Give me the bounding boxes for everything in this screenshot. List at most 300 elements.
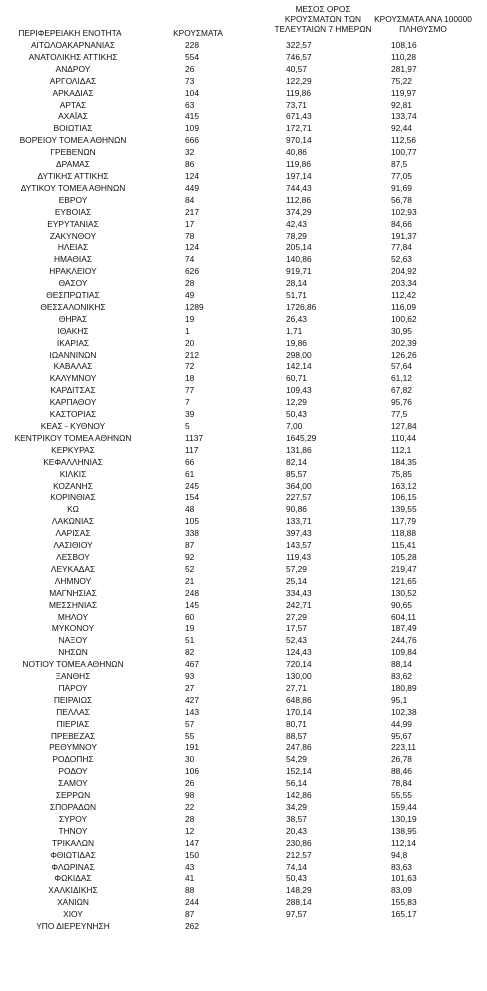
cases-cell: 26	[185, 63, 195, 74]
table-row	[0, 242, 487, 254]
table-row	[0, 76, 487, 88]
region-cell: ΑΙΤΩΛΟΑΚΑΡΝΑΝΙΑΣ	[30, 40, 116, 50]
region-cell: ΠΕΙΡΑΙΩΣ	[53, 694, 93, 705]
per100k-cell: 130,19	[391, 813, 417, 824]
cases-cell: 145	[185, 599, 199, 610]
avg7-cell: 148,29	[286, 885, 312, 896]
per100k-cell: 119,97	[391, 87, 416, 98]
table-row	[0, 397, 487, 409]
cases-cell: 86	[185, 159, 195, 170]
region-cell: ΑΡΤΑΣ	[59, 99, 87, 110]
cases-cell: 1	[185, 325, 190, 336]
region-cell: ΜΗΛΟΥ	[57, 611, 89, 622]
avg7-cell: 90,86	[286, 504, 307, 515]
table-row	[0, 885, 487, 897]
avg7-cell: 1,71	[286, 325, 303, 336]
per100k-cell: 244,76	[391, 635, 417, 646]
avg7-cell: 27,29	[286, 611, 307, 622]
avg7-cell: 56,14	[286, 778, 307, 789]
per100k-cell: 56,78	[391, 194, 412, 205]
cases-cell: 191	[185, 742, 199, 753]
per100k-cell: 88,14	[391, 659, 412, 670]
region-cell: ΠΑΡΟΥ	[58, 682, 88, 693]
table-row	[0, 385, 487, 397]
avg7-cell: 142,86	[286, 790, 312, 801]
per100k-cell: 604,11	[391, 611, 416, 622]
table-row	[0, 64, 487, 76]
per100k-cell: 77,5	[391, 409, 408, 420]
region-cell: ΠΙΕΡΙΑΣ	[56, 718, 90, 729]
avg7-cell: 744,43	[286, 182, 312, 193]
table-row	[0, 873, 487, 885]
table-row	[0, 147, 487, 159]
per100k-cell: 91,69	[391, 182, 412, 193]
per100k-cell: 78,84	[391, 778, 412, 789]
region-cell: ΘΕΣΠΡΩΤΙΑΣ	[46, 290, 100, 301]
cases-cell: 63	[185, 99, 195, 110]
per100k-cell: 92,44	[391, 123, 412, 134]
table-row	[0, 326, 487, 338]
per100k-cell: 204,92	[391, 266, 417, 277]
region-cell: ΛΗΜΝΟΥ	[54, 575, 92, 586]
table-row	[0, 850, 487, 862]
cases-cell: 77	[185, 385, 195, 396]
per100k-cell: 110,28	[391, 51, 416, 62]
avg7-cell: 19,86	[286, 337, 307, 348]
cases-cell: 338	[185, 528, 199, 539]
region-cell: ΓΡΕΒΕΝΩΝ	[50, 147, 96, 158]
region-cell: ΚΑΛΥΜΝΟΥ	[49, 373, 97, 384]
per100k-cell: 83,62	[391, 671, 412, 682]
region-cell: ΔΡΑΜΑΣ	[56, 159, 90, 170]
avg7-cell: 334,43	[286, 587, 312, 598]
cases-cell: 49	[185, 290, 195, 301]
table-row	[0, 88, 487, 100]
per100k-cell: 55,55	[391, 790, 412, 801]
avg7-cell: 12,29	[286, 397, 307, 408]
per100k-cell: 139,55	[391, 504, 417, 515]
table-header	[0, 4, 487, 40]
per100k-cell: 112,1	[391, 444, 412, 455]
cases-cell: 52	[185, 563, 195, 574]
per100k-cell: 100,77	[391, 147, 417, 158]
cases-cell: 248	[185, 587, 199, 598]
per100k-cell: 108,16	[391, 40, 417, 50]
region-cell: ΝΗΣΩΝ	[58, 647, 88, 658]
region-cell: ΚΙΛΚΙΣ	[59, 468, 87, 479]
table-row	[0, 921, 487, 933]
table-row	[0, 290, 487, 302]
table-row	[0, 433, 487, 445]
cases-cell: 666	[185, 135, 199, 146]
per100k-cell: 95,67	[391, 730, 412, 741]
avg7-cell: 34,29	[286, 802, 307, 812]
table-row	[0, 373, 487, 385]
per100k-cell: 165,17	[391, 909, 417, 920]
table-row	[0, 814, 487, 826]
region-cell: ΡΟΔΟΥ	[58, 766, 88, 777]
table-row	[0, 540, 487, 552]
per100k-cell: 187,49	[391, 623, 417, 634]
region-cell: ΔΥΤΙΚΟΥ ΤΟΜΕΑ ΑΘΗΝΩΝ	[20, 182, 126, 193]
per100k-cell: 75,85	[391, 468, 412, 479]
region-cell: ΣΑΜΟΥ	[58, 778, 88, 789]
table-row	[0, 100, 487, 112]
avg7-cell: 212,57	[286, 849, 312, 860]
avg7-cell: 124,43	[286, 647, 312, 658]
region-cell: ΝΑΞΟΥ	[58, 635, 88, 646]
region-cell: ΡΕΘΥΜΝΟΥ	[49, 742, 97, 753]
cases-cell: 27	[185, 682, 195, 693]
cases-cell: 98	[185, 790, 195, 801]
cases-cell: 87	[185, 540, 195, 551]
table-row	[0, 159, 487, 171]
table-row	[0, 897, 487, 909]
cases-cell: 212	[185, 349, 199, 360]
table-row	[0, 278, 487, 290]
per100k-cell: 223,11	[391, 742, 416, 753]
avg7-cell: 1645,29	[286, 432, 317, 443]
per100k-cell: 281,97	[391, 63, 417, 74]
cases-cell: 41	[185, 873, 195, 884]
region-cell: ΗΜΑΘΙΑΣ	[53, 254, 93, 265]
avg7-cell: 919,71	[286, 266, 312, 277]
avg7-cell: 7,00	[286, 421, 303, 431]
avg7-cell: 374,29	[286, 206, 312, 217]
per100k-cell: 92,81	[391, 99, 412, 110]
per100k-cell: 75,22	[391, 75, 412, 86]
avg7-cell: 227,57	[286, 492, 312, 503]
avg7-cell: 242,71	[286, 599, 312, 610]
table-row	[0, 469, 487, 481]
avg7-cell: 172,71	[286, 123, 312, 134]
per100k-cell: 118,88	[391, 528, 416, 539]
cases-cell: 262	[185, 921, 199, 932]
table-row	[0, 361, 487, 373]
cases-cell: 217	[185, 206, 199, 217]
avg7-cell: 746,57	[286, 51, 312, 62]
per100k-cell: 30,95	[391, 325, 412, 336]
table-row	[0, 302, 487, 314]
per100k-cell: 163,12	[391, 480, 417, 491]
cases-cell: 228	[185, 40, 199, 50]
cases-cell: 28	[185, 278, 195, 289]
cases-cell: 60	[185, 611, 195, 622]
region-cell: ΚΩ	[67, 504, 79, 515]
cases-cell: 150	[185, 849, 199, 860]
cases-cell: 57	[185, 718, 195, 729]
avg7-cell: 140,86	[286, 254, 312, 265]
table-row	[0, 338, 487, 350]
region-cell: ΚΕΝΤΡΙΚΟΥ ΤΟΜΕΑ ΑΘΗΝΩΝ	[14, 432, 132, 443]
table-row	[0, 40, 487, 52]
region-cell: ΚΕΑΣ - ΚΥΘΝΟΥ	[40, 421, 106, 431]
table-row	[0, 195, 487, 207]
region-cell: ΧΑΝΙΩΝ	[57, 897, 89, 908]
region-cell: ΚΟΖΑΝΗΣ	[53, 480, 93, 491]
per100k-cell: 88,46	[391, 766, 412, 777]
table-row	[0, 111, 487, 123]
avg7-cell: 397,43	[286, 528, 312, 539]
cases-cell: 245	[185, 480, 199, 491]
per100k-cell: 87,5	[391, 159, 408, 170]
per100k-cell: 52,63	[391, 254, 412, 265]
per100k-cell: 130,52	[391, 587, 417, 598]
cases-cell: 467	[185, 659, 199, 670]
region-cell: ΛΕΥΚΑΔΑΣ	[50, 563, 96, 574]
cases-cell: 28	[185, 813, 195, 824]
table-row	[0, 123, 487, 135]
table-row	[0, 171, 487, 183]
region-cell: ΑΝΔΡΟΥ	[55, 63, 91, 74]
region-cell: ΘΕΣΣΑΛΟΝΙΚΗΣ	[40, 301, 106, 312]
region-cell: ΛΑΚΩΝΙΑΣ	[51, 516, 95, 527]
per100k-cell: 102,93	[391, 206, 417, 217]
table-row	[0, 838, 487, 850]
region-cell: ΑΡΓΟΛΙΔΑΣ	[49, 75, 97, 86]
avg7-cell: 142,14	[286, 361, 312, 372]
avg7-cell: 1726,86	[286, 301, 317, 312]
avg7-cell: 25,14	[286, 575, 307, 586]
per100k-cell: 109,84	[391, 647, 417, 658]
cases-cell: 19	[185, 623, 195, 634]
avg7-cell: 170,14	[286, 706, 312, 717]
region-cell: ΡΟΔΟΠΗΣ	[52, 754, 94, 765]
table-row	[0, 612, 487, 624]
avg7-cell: 133,71	[286, 516, 312, 527]
table-row	[0, 576, 487, 588]
cases-cell: 19	[185, 313, 195, 324]
region-cell: ΚΟΡΙΝΘΙΑΣ	[50, 492, 96, 503]
per100k-cell: 112,56	[391, 135, 416, 146]
cases-cell: 104	[185, 87, 199, 98]
avg7-cell: 85,57	[286, 468, 307, 479]
table-row	[0, 457, 487, 469]
cases-cell: 124	[185, 170, 199, 181]
avg7-cell: 109,43	[286, 385, 312, 396]
cases-cell: 48	[185, 504, 195, 515]
region-cell: ΛΕΣΒΟΥ	[56, 551, 90, 562]
per100k-cell: 126,26	[391, 349, 417, 360]
cases-cell: 88	[185, 885, 195, 896]
avg7-cell: 17,57	[286, 623, 307, 634]
table-row	[0, 790, 487, 802]
per100k-cell: 67,82	[391, 385, 412, 396]
cases-cell: 449	[185, 182, 199, 193]
cases-cell: 82	[185, 647, 195, 658]
table-row	[0, 421, 487, 433]
cases-cell: 5	[185, 421, 190, 431]
per100k-cell: 77,05	[391, 170, 412, 181]
region-cell: ΧΑΛΚΙΔΙΚΗΣ	[48, 885, 98, 896]
per100k-cell: 202,39	[391, 337, 417, 348]
per100k-cell: 77,84	[391, 242, 412, 253]
table-row	[0, 183, 487, 195]
region-cell: ΤΗΝΟΥ	[58, 825, 88, 836]
per100k-cell: 110,44	[391, 432, 416, 443]
region-cell: ΦΘΙΩΤΙΔΑΣ	[50, 849, 96, 860]
avg7-cell: 60,71	[286, 373, 307, 384]
avg7-cell: 51,71	[286, 290, 307, 301]
table-row	[0, 719, 487, 731]
avg7-cell: 205,14	[286, 242, 312, 253]
avg7-cell: 74,14	[286, 861, 307, 872]
per100k-cell: 138,95	[391, 825, 417, 836]
region-cell: ΜΑΓΝΗΣΙΑΣ	[49, 587, 97, 598]
table-row	[0, 862, 487, 874]
table-row	[0, 742, 487, 754]
region-cell: ΚΑΡΔΙΤΣΑΣ	[50, 385, 96, 396]
avg7-cell: 143,57	[286, 540, 312, 551]
table-row	[0, 635, 487, 647]
table-row	[0, 528, 487, 540]
per100k-cell: 117,79	[391, 516, 416, 527]
avg7-cell: 152,14	[286, 766, 312, 777]
avg7-cell: 52,43	[286, 635, 307, 646]
region-cell: ΚΕΡΚΥΡΑΣ	[51, 444, 95, 455]
avg7-cell: 40,86	[286, 147, 307, 158]
cases-cell: 109	[185, 123, 199, 134]
region-cell: ΚΑΡΠΑΘΟΥ	[49, 397, 97, 408]
avg7-cell: 78,29	[286, 230, 307, 241]
cases-cell: 117	[185, 444, 199, 455]
cases-cell: 74	[185, 254, 195, 265]
avg7-cell: 50,43	[286, 873, 307, 884]
cases-cell: 12	[185, 825, 195, 836]
table-row	[0, 254, 487, 266]
avg7-cell: 288,14	[286, 897, 312, 908]
per100k-cell: 180,89	[391, 682, 417, 693]
region-cell: ΒΟΙΩΤΙΑΣ	[53, 123, 93, 134]
avg7-cell: 230,86	[286, 837, 312, 848]
avg7-cell: 119,86	[286, 87, 311, 98]
region-cell: ΛΑΡΙΣΑΣ	[55, 528, 91, 539]
cases-cell: 73	[185, 75, 195, 86]
cases-cell: 87	[185, 909, 195, 920]
region-cell: ΥΠΟ ΔΙΕΡΕΥΝΗΣΗ	[36, 921, 110, 932]
region-cell: ΛΑΣΙΘΙΟΥ	[53, 540, 93, 551]
cases-cell: 93	[185, 671, 195, 682]
avg7-cell: 54,29	[286, 754, 307, 765]
table-row	[0, 909, 487, 921]
avg7-cell: 28,14	[286, 278, 307, 289]
region-cell: ΝΟΤΙΟΥ ΤΟΜΕΑ ΑΘΗΝΩΝ	[22, 659, 124, 670]
avg7-cell: 42,43	[286, 218, 307, 229]
per100k-cell: 106,15	[391, 492, 417, 503]
cases-cell: 61	[185, 468, 195, 479]
per100k-cell: 155,83	[391, 897, 417, 908]
avg7-cell: 119,86	[286, 159, 311, 170]
per100k-cell: 83,63	[391, 861, 412, 872]
table-row	[0, 766, 487, 778]
per100k-cell: 101,63	[391, 873, 417, 884]
avg7-cell: 247,86	[286, 742, 312, 753]
cases-cell: 20	[185, 337, 195, 348]
avg7-cell: 97,57	[286, 909, 307, 920]
table-row	[0, 802, 487, 814]
region-cell: ΜΥΚΟΝΟΥ	[51, 623, 95, 634]
region-cell: ΚΑΒΑΛΑΣ	[53, 361, 93, 372]
avg7-cell: 38,57	[286, 813, 307, 824]
table-row	[0, 207, 487, 219]
region-cell: ΘΗΡΑΣ	[58, 313, 88, 324]
avg7-cell: 88,57	[286, 730, 307, 741]
avg7-cell: 130,00	[286, 671, 312, 682]
per100k-cell: 57,64	[391, 361, 412, 372]
per100k-cell: 219,47	[391, 563, 417, 574]
region-cell: ΕΥΒΟΙΑΣ	[54, 206, 92, 217]
cases-cell: 84	[185, 194, 195, 205]
avg7-cell: 648,86	[286, 694, 312, 705]
table-row	[0, 445, 487, 457]
cases-cell: 626	[185, 266, 199, 277]
avg7-cell: 82,14	[286, 456, 307, 467]
table-row	[0, 350, 487, 362]
avg7-cell: 40,57	[286, 63, 307, 74]
cases-cell: 106	[185, 766, 199, 777]
per100k-cell: 100,62	[391, 313, 417, 324]
per100k-cell: 26,78	[391, 754, 412, 765]
region-cell: ΕΥΡΥΤΑΝΙΑΣ	[47, 218, 99, 229]
cases-cell: 39	[185, 409, 195, 420]
table-row	[0, 647, 487, 659]
avg7-cell: 119,43	[286, 551, 311, 562]
cases-cell: 22	[185, 802, 195, 812]
avg7-cell: 73,71	[286, 99, 307, 110]
per100k-cell: 116,09	[391, 301, 416, 312]
cases-table-body	[0, 40, 487, 933]
region-cell: ΗΡΑΚΛΕΙΟΥ	[49, 266, 97, 277]
per100k-cell: 95,76	[391, 397, 412, 408]
avg7-cell: 364,00	[286, 480, 312, 491]
region-cell: ΒΟΡΕΙΟΥ ΤΟΜΕΑ ΑΘΗΝΩΝ	[19, 135, 127, 146]
cases-cell: 1137	[185, 432, 204, 443]
region-cell: ΠΕΛΛΑΣ	[56, 706, 90, 717]
cases-cell: 124	[185, 242, 199, 253]
region-cell: ΦΩΚΙΔΑΣ	[54, 873, 92, 884]
header-avg7: ΜΕΣΟΣ ΟΡΟΣ ΚΡΟΥΣΜΑΤΩΝ ΤΩΝ ΤΕΛΕΥΤΑΙΩΝ 7 ΗΜΕΡΩΝ	[274, 4, 372, 34]
table-row	[0, 623, 487, 635]
cases-cell: 154	[185, 492, 199, 503]
avg7-cell: 27,71	[286, 682, 307, 693]
region-cell: ΣΕΡΡΩΝ	[55, 790, 91, 801]
cases-cell: 92	[185, 551, 195, 562]
table-row	[0, 409, 487, 421]
cases-cell: 147	[185, 837, 199, 848]
per100k-cell: 95,1	[391, 694, 408, 705]
cases-cell: 51	[185, 635, 195, 646]
region-cell: ΚΕΦΑΛΛΗΝΙΑΣ	[43, 456, 103, 467]
avg7-cell: 720,14	[286, 659, 312, 670]
per100k-cell: 191,37	[391, 230, 417, 241]
cases-cell: 17	[185, 218, 195, 229]
avg7-cell: 26,43	[286, 313, 307, 324]
cases-cell: 1289	[185, 301, 204, 312]
table-row	[0, 135, 487, 147]
table-row	[0, 695, 487, 707]
cases-cell: 78	[185, 230, 195, 241]
cases-cell: 43	[185, 861, 195, 872]
per100k-cell: 44,99	[391, 718, 412, 729]
cases-cell: 32	[185, 147, 195, 158]
table-row	[0, 504, 487, 516]
table-row	[0, 314, 487, 326]
per100k-cell: 102,38	[391, 706, 417, 717]
per100k-cell: 159,44	[391, 802, 417, 812]
per100k-cell: 112,42	[391, 290, 416, 301]
region-cell: ΔΥΤΙΚΗΣ ΑΤΤΙΚΗΣ	[37, 170, 109, 181]
per100k-cell: 84,66	[391, 218, 412, 229]
